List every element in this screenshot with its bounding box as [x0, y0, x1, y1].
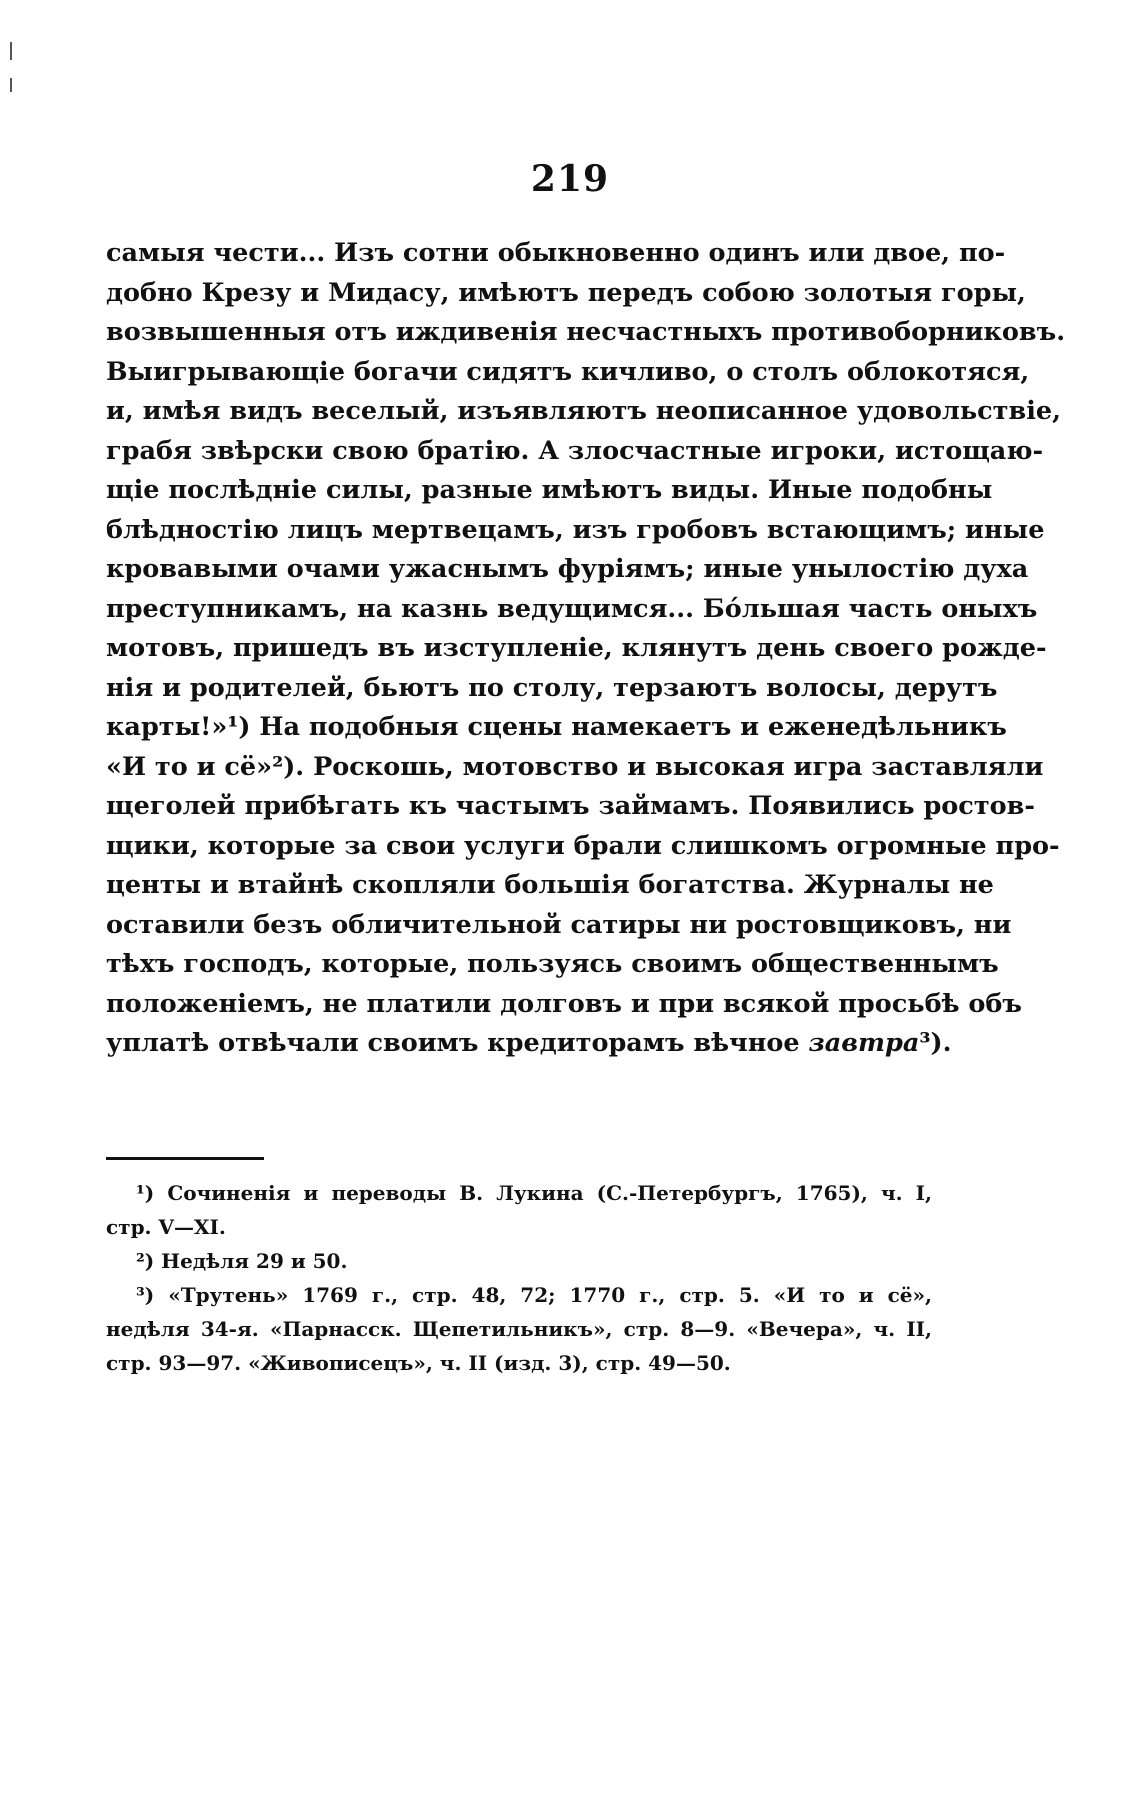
- text-line: кровавыми очами ужаснымъ фуріямъ; иные унылостію духа: [106, 554, 1029, 584]
- footnotes: [106, 1176, 932, 1380]
- footnote-rule: [106, 1157, 264, 1160]
- text-line: положеніемъ, не платили долговъ и при всякой просьбѣ объ: [106, 988, 1022, 1019]
- text-line: щеголей прибѣгать къ частымъ займамъ. Появились ростов-: [106, 791, 1035, 821]
- text-line: щіе послѣдніе силы, разные имѣютъ виды. Иные подобны: [106, 475, 993, 505]
- text-line: добно Крезу и Мидасу, имѣютъ передъ собою золотыя горы,: [106, 277, 1026, 308]
- margin-mark: [10, 42, 12, 60]
- text-line: мотовъ, пришедъ въ изступленіе, клянутъ день своего рожде-: [106, 633, 1047, 663]
- text-line: нія и родителей, бьютъ по столу, терзаютъ волосы, дерутъ: [106, 672, 998, 703]
- footnote-3-line: недѣля 34-я. «Парнасск. Щепетильникъ», стр. 8—9. «Вечера», ч. II,: [106, 1317, 932, 1341]
- text-line: и, имѣя видъ веселый, изъявляютъ неописанное удовольствіе,: [106, 396, 1061, 426]
- text-line: оставили безъ обличительной сатиры ни ростовщиковъ, ни: [106, 909, 1012, 940]
- last-line-end: ³).: [919, 1028, 952, 1058]
- footnote-1-line: стр. V—XI.: [106, 1215, 226, 1239]
- text-line: щики, которые за свои услуги брали слишкомъ огромные про-: [106, 830, 1060, 861]
- italic-word: завтра: [808, 1028, 920, 1058]
- text-line: карты!»¹) На подобныя сцены намекаетъ и еженедѣльникъ: [106, 712, 1007, 742]
- margin-mark: [10, 78, 12, 92]
- footnote-2-line: ²) Недѣля 29 и 50.: [136, 1249, 348, 1273]
- text-line: блѣдностію лицъ мертвецамъ, изъ гробовъ встающимъ; иные: [106, 514, 1045, 545]
- footnote-3-line: ³) «Трутень» 1769 г., стр. 48, 72; 1770 г., стр. 5. «И то и сё»,: [136, 1283, 932, 1307]
- text-line: самыя чести... Изъ сотни обыкновенно одинъ или двое, по-: [106, 238, 1006, 268]
- page-number: 219: [530, 158, 610, 200]
- text-line: грабя звѣрски свою братію. А злосчастные игроки, истощаю-: [106, 435, 1044, 466]
- text-line: тѣхъ господъ, которые, пользуясь своимъ общественнымъ: [106, 949, 999, 979]
- text-line: «И то и сё»²). Роскошь, мотовство и высокая игра заставляли: [106, 751, 1044, 782]
- last-line-start: уплатѣ отвѣчали своимъ кредиторамъ вѣчное: [106, 1028, 809, 1058]
- footnote-1-line: ¹) Сочиненія и переводы В. Лукина (С.-Петербургъ, 1765), ч. I,: [136, 1181, 932, 1205]
- text-line: преступникамъ, на казнь ведущимся... Бо́льшая часть оныхъ: [106, 593, 1038, 624]
- footnote-3-line: стр. 93—97. «Живописецъ», ч. II (изд. 3), стр. 49—50.: [106, 1351, 731, 1375]
- text-line: возвышенныя отъ иждивенія несчастныхъ противоборниковъ.: [106, 317, 1066, 347]
- body-text: [106, 234, 1066, 1064]
- text-line: центы и втайнѣ скопляли большія богатства. Журналы не: [106, 870, 994, 900]
- text-line: Выигрывающіе богачи сидятъ кичливо, о столъ облокотяся,: [106, 356, 1030, 387]
- text-line-last: [106, 1024, 952, 1064]
